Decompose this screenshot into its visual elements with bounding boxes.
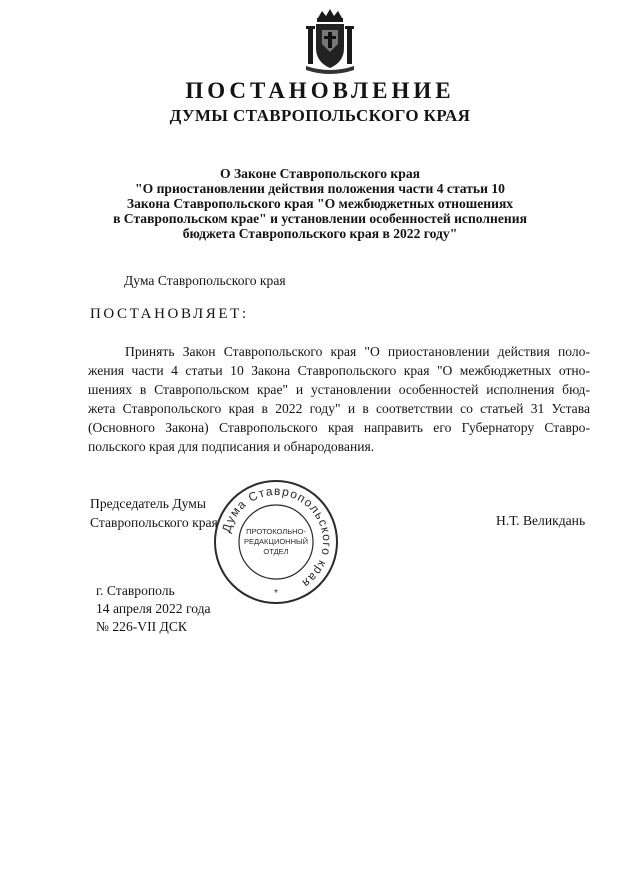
paragraph-line: (Основного Закона) Ставропольского края направить его Губернатору Ставро- [88,420,590,435]
paragraph-line: польского края для подписания и обнародования. [88,439,375,454]
heading-line: Закона Ставропольского края "О межбюджетных отношениях [126,196,514,211]
signer-title [90,494,218,532]
stamp-ring-text: Дума Ставропольского края [219,483,335,592]
resolves-heading: ПОСТАНОВЛЯЕТ: [90,306,249,322]
signer-title-line: Председатель Думы [90,496,207,511]
signer-name: Н.Т. Великдань [496,513,586,528]
stamp-star: * [274,588,278,599]
stamp-center-line: ОТДЕЛ [263,547,289,556]
stamp-center-line: ПРОТОКОЛЬНО- [246,527,306,536]
date: 14 апреля 2022 года [96,601,211,616]
paragraph-line: Принять Закон Ставропольского края "О приостановлении действия поло- [125,344,590,359]
heading-line: в Ставропольском крае" и установлении особенностей исполнения [113,211,527,226]
paragraph-line: шениях в Ставропольском крае" и установлении особенностей исполнения бюд- [88,382,590,397]
signer-title-line: Ставропольского края [90,515,218,530]
heading-line: О Законе Ставропольского края [220,166,420,181]
official-stamp [212,478,340,606]
place-date-block [96,582,211,636]
resolution-heading [100,166,540,241]
coat-of-arms-icon [302,8,358,74]
heading-line: бюджета Ставропольского края в 2022 году" [182,226,458,241]
document-subtitle: ДУМЫ СТАВРОПОЛЬСКОГО КРАЯ [169,106,471,125]
heading-line: "О приостановлении действия положения части 4 статьи 10 [135,181,505,196]
paragraph-line: жения части 4 статьи 10 Закона Ставропольского края "О межбюджетных отно- [88,363,590,378]
document-number: № 226-VII ДСК [96,619,187,634]
document-title: ПОСТАНОВЛЕНИЕ [185,78,455,103]
paragraph-line: жета Ставропольского края в 2022 году" и в соответствии со статьей 31 Устава [88,401,590,416]
stamp-center-line: РЕДАКЦИОННЫЙ [243,537,309,546]
resolution-paragraph [88,342,590,456]
duma-name: Дума Ставропольского края [124,273,286,288]
city: г. Ставрополь [96,583,175,598]
